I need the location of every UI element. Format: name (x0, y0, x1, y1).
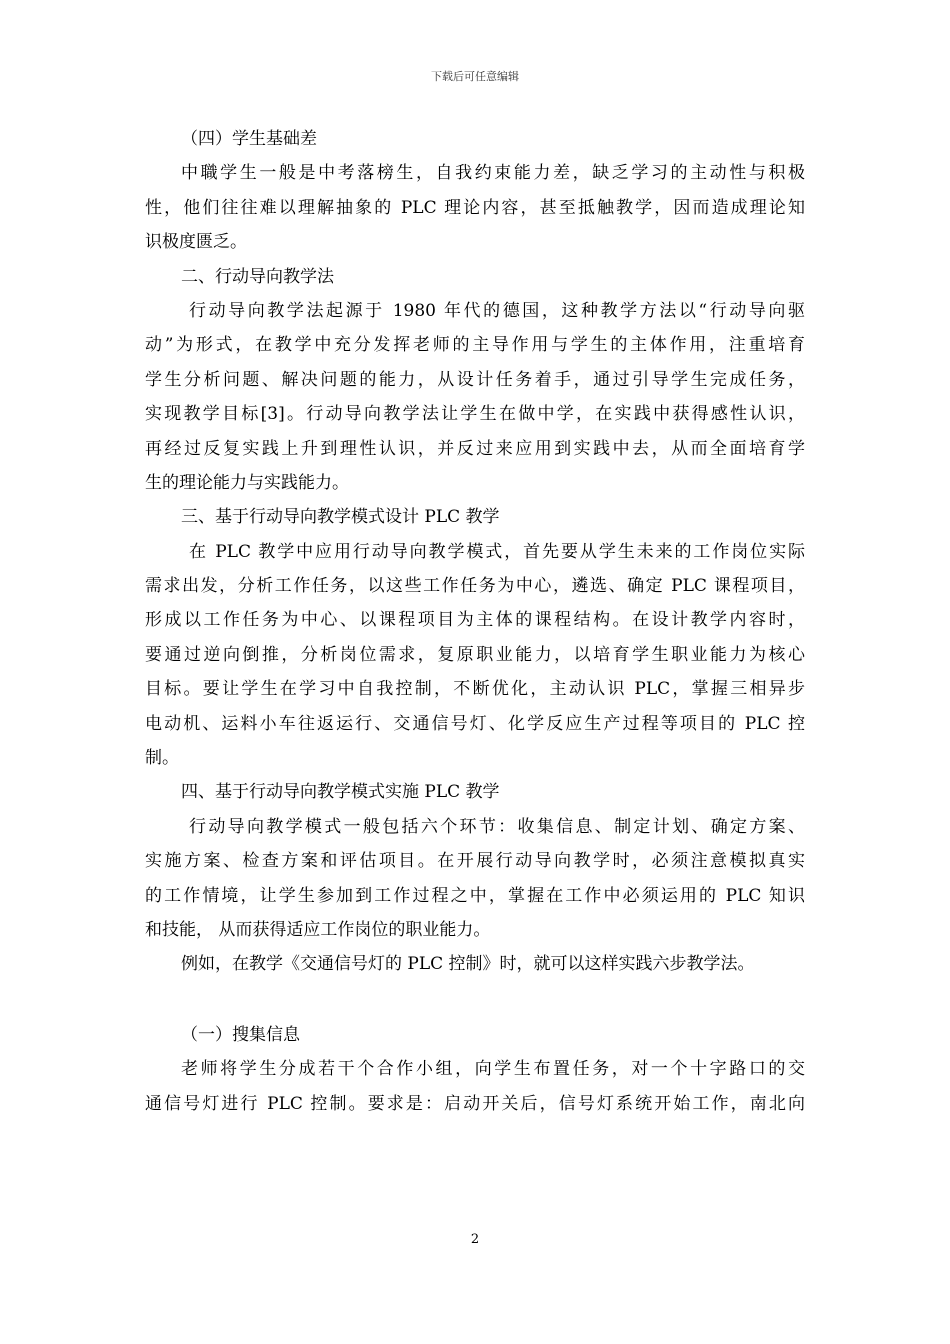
paragraph-line: 和技能， 从而获得适应工作岗位的职业能力。 (145, 919, 491, 940)
paragraph-line: 行动导向教学法起源于 1980 年代的德国，这种教学方法以“行动导向驱 (189, 300, 805, 321)
paragraph-line: 性，他们往往难以理解抽象的 PLC 理论内容，甚至抵触教学，因而造成理论知 (145, 197, 805, 218)
paragraph-line: 例如，在教学《交通信号灯的 PLC 控制》时，就可以这样实践六步教学法。 (181, 954, 755, 975)
paragraph-line: 制。 (145, 748, 179, 769)
paragraph-line: 动”为形式，在教学中充分发挥老师的主导作用与学生的主体作用，注重培育 (145, 335, 805, 356)
page-header: 下载后可任意编辑 (431, 70, 519, 83)
paragraph-line: 实现教学目标[3]。行动导向教学法让学生在做中学，在实践中获得感性认识， (145, 404, 805, 425)
section-heading: （四）学生基础差 (181, 129, 317, 149)
paragraph-line: 再经过反复实践上升到理性认识，并反过来应用到实践中去，从而全面培育学 (145, 438, 805, 459)
section-heading: 四、基于行动导向教学模式实施 PLC 教学 (181, 782, 500, 803)
paragraph-line: 目标。要让学生在学习中自我控制，不断优化，主动认识 PLC，掌握三相异步 (145, 679, 805, 700)
section-heading: 三、基于行动导向教学模式设计 PLC 教学 (181, 507, 500, 528)
page-number: 2 (470, 1232, 480, 1247)
paragraph-line: 形成以工作任务为中心、以课程项目为主体的课程结构。在设计教学内容时， (145, 610, 805, 631)
section-heading: （一）搜集信息 (181, 1024, 300, 1045)
section-heading: 二、行动导向教学法 (181, 266, 334, 287)
paragraph-line: 行动导向教学模式一般包括六个环节：收集信息、制定计划、确定方案、 (189, 816, 805, 837)
paragraph-line: 识极度匮乏。 (145, 232, 247, 253)
paragraph-line: 老师将学生分成若干个合作小组，向学生布置任务，对一个十字路口的交 (181, 1059, 805, 1080)
paragraph-line: 的工作情境，让学生参加到工作过程之中，掌握在工作中必须运用的 PLC 知识 (145, 885, 805, 906)
paragraph-line: 要通过逆向倒推，分析岗位需求，复原职业能力，以培育学生职业能力为核心 (145, 644, 805, 665)
paragraph-line: 学生分析问题、解决问题的能力，从设计任务着手，通过引导学生完成任务， (145, 369, 805, 390)
blank-gap (145, 982, 805, 1018)
paragraph-line: 生的理论能力与实践能力。 (145, 472, 349, 493)
paragraph-line: 实施方案、检查方案和评估项目。在开展行动导向教学时，必须注意模拟真实 (145, 851, 805, 872)
paragraph-line: 需求出发，分析工作任务，以这些工作任务为中心，遴选、确定 PLC 课程项目， (145, 576, 805, 597)
paragraph-line: 在 PLC 教学中应用行动导向教学模式，首先要从学生未来的工作岗位实际 (189, 541, 805, 562)
paragraph-line: 通信号灯进行 PLC 控制。要求是：启动开关后，信号灯系统开始工作，南北向 (145, 1093, 805, 1114)
paragraph-line: 电动机、运料小车往返运行、交通信号灯、化学反应生产过程等项目的 PLC 控 (145, 713, 805, 734)
document-body (145, 122, 805, 1121)
paragraph-line: 中職学生一般是中考落榜生，自我约束能力差，缺乏学习的主动性与积极 (181, 163, 805, 184)
